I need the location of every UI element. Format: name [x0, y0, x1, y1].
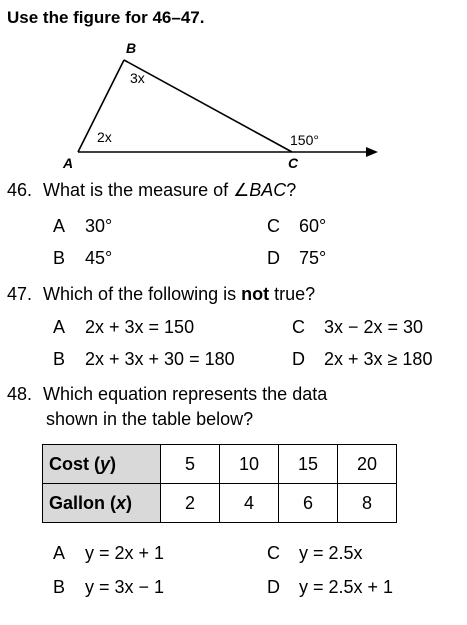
question-text: Which of the following is not true? [43, 284, 316, 304]
angle-label-a: 2x [97, 129, 112, 145]
table-cell: 8 [338, 484, 397, 523]
ray-arrowhead [366, 147, 378, 157]
option-48-b[interactable]: B y = 3x − 1 [53, 577, 165, 597]
vertex-label-c: C [288, 155, 299, 171]
table-row [43, 484, 397, 523]
question-46 [7, 180, 296, 201]
row-header-cost: Cost (y) [43, 445, 161, 484]
vertex-label-b: B [126, 40, 137, 56]
option-48-d[interactable]: D y = 2.5x + 1 [267, 577, 394, 597]
option-46-a[interactable]: A 30° [53, 216, 113, 236]
exterior-angle-label-c: 150° [290, 132, 319, 148]
question-text: What is the measure of ∠BAC? [43, 180, 297, 200]
data-table [42, 444, 397, 523]
option-48-a[interactable]: A y = 2x + 1 [53, 543, 165, 563]
question-48 [7, 384, 327, 405]
option-47-a[interactable]: A 2x + 3x = 150 [53, 317, 195, 337]
table-cell: 6 [279, 484, 338, 523]
side-bc [124, 60, 292, 152]
question-text-line-2: shown in the table below? [46, 409, 254, 429]
option-47-c[interactable]: C 3x − 2x = 30 [292, 317, 424, 337]
question-text-line-1: Which equation represents the data [43, 384, 328, 404]
option-46-b[interactable]: B 45° [53, 248, 113, 268]
question-number: 48. [7, 384, 33, 404]
question-number: 46. [7, 180, 33, 200]
option-46-d[interactable]: D 75° [267, 248, 327, 268]
angle-label-b: 3x [130, 70, 145, 86]
option-47-b[interactable]: B 2x + 3x + 30 = 180 [53, 349, 235, 369]
table-cell: 10 [220, 445, 279, 484]
table-row [43, 445, 397, 484]
table-cell: 15 [279, 445, 338, 484]
question-number: 47. [7, 284, 33, 304]
triangle-figure [0, 0, 467, 180]
option-46-c[interactable]: C 60° [267, 216, 327, 236]
vertex-label-a: A [63, 155, 74, 171]
option-48-c[interactable]: C y = 2.5x [267, 543, 363, 563]
question-47 [7, 284, 315, 305]
option-47-d[interactable]: D 2x + 3x ≥ 180 [292, 349, 433, 369]
row-header-gallon: Gallon (x) [43, 484, 161, 523]
table-cell: 20 [338, 445, 397, 484]
table-cell: 2 [161, 484, 220, 523]
page-header: Use the figure for 46–47. [7, 8, 205, 27]
table-cell: 4 [220, 484, 279, 523]
table-cell: 5 [161, 445, 220, 484]
